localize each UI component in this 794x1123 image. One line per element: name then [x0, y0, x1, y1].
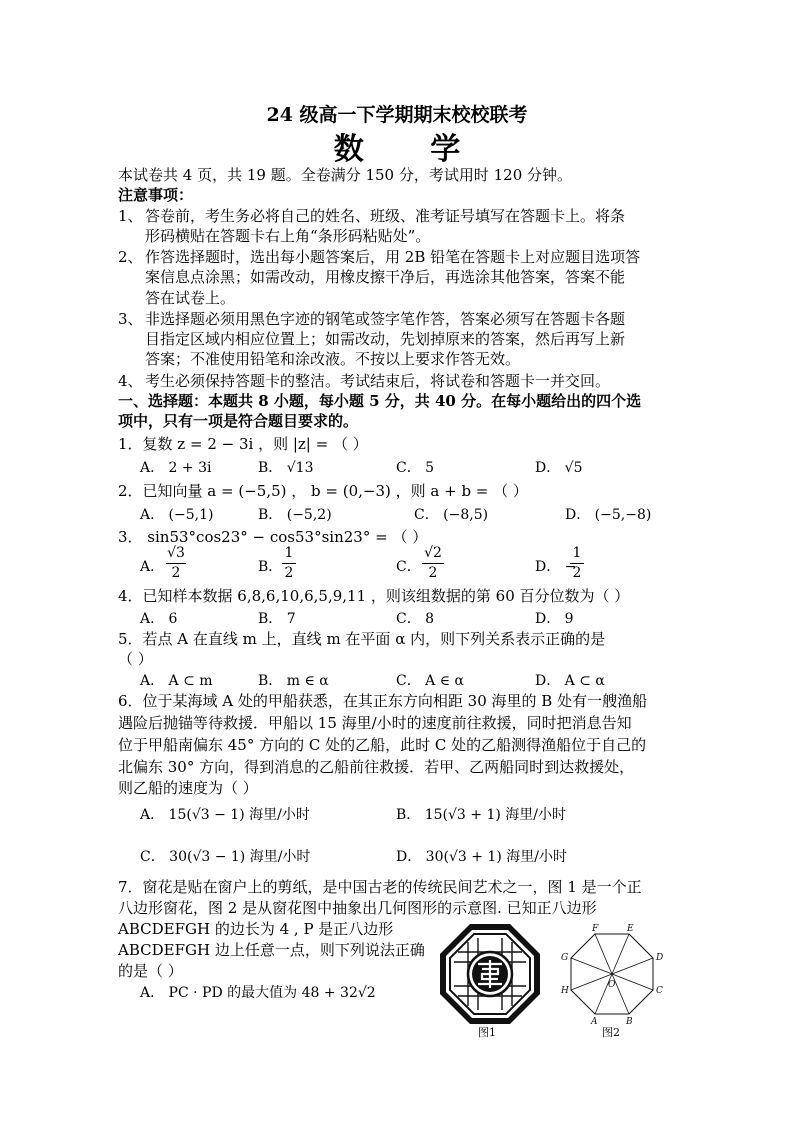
vertex-label-b: B: [626, 1017, 633, 1026]
q1-option-a: A． 2 + 3i: [140, 460, 212, 476]
octagon-diagram: [560, 922, 664, 1026]
q4-option-c: C． 8: [396, 611, 435, 627]
notice-1-line-1: 答卷前，考生务必将自己的姓名、班级、准考证号填写在答题卡上。将条: [145, 207, 626, 225]
vertex-label-g: G: [561, 953, 569, 963]
vertex-label-a: A: [591, 1017, 598, 1026]
section-1-line-1: 一、选择题：本题共 8 小题，每小题 5 分，共 40 分。在每小题给出的四个选: [118, 392, 642, 410]
q2-option-c: C． (−8,5): [414, 507, 489, 523]
q3-option-d-num: 1: [572, 545, 582, 561]
q2-option-b: B． (−5,2): [258, 507, 332, 523]
figure-2-caption: 图2: [602, 1026, 620, 1039]
q7-option-a: A． PC · PD 的最大值为 48 + 32√2: [140, 985, 376, 1001]
q6-option-c: C． 30(√3 − 1) 海里/小时: [140, 849, 311, 865]
q1-stem: 1．复数 z = 2 − 3i ，则 |z| = （ ）: [118, 435, 368, 453]
q6-option-b: B． 15(√3 + 1) 海里/小时: [396, 807, 567, 823]
q3-option-c-fraction-bar: [422, 563, 444, 564]
notice-4-num: 4、: [118, 372, 143, 390]
intro-text: 本试卷共 4 页，共 19 题。全卷满分 150 分，考试用时 120 分钟。: [118, 166, 573, 184]
figure-1-caption: 图1: [478, 1026, 496, 1039]
q6-line-5: 则乙船的速度为（ ）: [118, 779, 258, 797]
section-1-line-2: 项中，只有一项是符合题目要求的。: [118, 412, 359, 430]
q3-option-a-label: A．: [140, 559, 165, 575]
vertex-label-o: O: [608, 980, 616, 990]
q4-option-b: B． 7: [258, 611, 296, 627]
q6-line-1: 6．位于某海域 A 处的甲船获悉，在其正东方向相距 30 海里的 B 处有一艘渔船: [118, 692, 648, 710]
q3-option-b-den: 2: [284, 565, 294, 581]
notice-3-line-2: 目指定区域内相应位置上；如需改动，先划掉原来的答案，然后再写上新: [145, 330, 626, 348]
q7-line-3: ABCDEFGH 的边长为 4 , P 是正八边形: [118, 920, 394, 938]
q3-option-d-fraction-bar: [570, 563, 584, 564]
q3-option-c-label: C．: [396, 559, 421, 575]
notice-4-line-1: 考生必须保持答题卡的整洁。考试结束后，将试卷和答题卡一并交回。: [145, 372, 611, 390]
q5-option-a: A． A ⊂ m: [140, 673, 213, 689]
q4-option-a: A． 6: [140, 611, 178, 627]
q3-option-d-den: 2: [572, 565, 582, 581]
q7-line-5: 的是（ ）: [118, 962, 183, 980]
q3-option-b-num: 1: [284, 545, 294, 561]
q2-option-d: D． (−5,−8): [565, 507, 652, 523]
notice-2-line-1: 作答选择题时，选出每小题答案后，用 2B 铅笔在答题卡上对应题目选项答: [145, 248, 641, 266]
q1-option-d: D． √5: [535, 460, 583, 476]
notice-1-line-2: 形码横贴在答题卡右上角“条形码粘贴处”。: [145, 227, 431, 245]
notice-3-num: 3、: [118, 310, 143, 328]
q3-option-a-den: 2: [171, 565, 181, 581]
q2-stem: 2．已知向量 a = (−5,5) ， b = (0,−3) ，则 a + b = （ ）: [118, 482, 528, 500]
q6-line-2: 遇险后抛锚等待救援．甲船以 15 海里/小时的速度前往救援，同时把消息告知: [118, 714, 632, 732]
vertex-label-h: H: [561, 986, 569, 996]
q5-option-d: D． A ⊂ α: [535, 673, 605, 689]
vertex-label-e: E: [627, 924, 634, 934]
q5-option-b: B． m ∈ α: [258, 673, 329, 689]
q3-option-c-den: 2: [428, 565, 438, 581]
q7-line-2: 八边形窗花，图 2 是从窗花图中抽象出几何图形的示意图. 已知正八边形: [118, 899, 597, 917]
notice-2-num: 2、: [118, 248, 143, 266]
vertex-label-c: C: [656, 986, 663, 996]
q6-option-a: A． 15(√3 − 1) 海里/小时: [140, 807, 310, 823]
vertex-label-f: F: [592, 924, 599, 934]
exam-title: 24 级高一下学期期末校校联考: [266, 104, 528, 126]
q7-line-4: ABCDEFGH 边上任意一点，则下列说法正确: [118, 941, 425, 959]
q2-option-a: A． (−5,1): [140, 507, 214, 523]
vertex-label-d: D: [656, 953, 664, 963]
q3-option-d-label: D． −: [535, 559, 577, 575]
notice-heading: 注意事项：: [118, 186, 194, 204]
notice-1-num: 1、: [118, 207, 143, 225]
q1-option-c: C． 5: [396, 460, 435, 476]
q1-option-b: B． √13: [258, 460, 314, 476]
q6-line-4: 北偏东 30° 方向，得到消息的乙船前往救援．若甲、乙两船同时到达救援处，: [118, 758, 635, 776]
q4-stem: 4．已知样本数据 6,8,6,10,6,5,9,11 ，则该组数据的第 60 百分位数为（ ）: [118, 587, 630, 605]
q5-paren: （ ）: [118, 650, 153, 668]
subject-title: 数 学: [333, 132, 489, 167]
notice-3-line-3: 答案；不准使用铅笔和涂改液。不按以上要求作答无效。: [145, 350, 521, 368]
q3-option-c-num: √2: [424, 545, 442, 561]
q6-option-d: D． 30(√3 + 1) 海里/小时: [396, 849, 567, 865]
q5-option-c: C． A ∈ α: [396, 673, 464, 689]
q3-option-a-fraction-bar: [166, 563, 186, 564]
window-flower-figure: [438, 922, 542, 1026]
q6-line-3: 位于甲船南偏东 45° 方向的 C 处的乙船，此时 C 处的乙船测得渔船位于自己的: [118, 736, 647, 754]
q3-option-b-label: B．: [258, 559, 283, 575]
notice-2-line-2: 案信息点涂黑；如需改动，用橡皮擦干净后，再选涂其他答案，答案不能: [145, 268, 626, 286]
q7-line-1: 7．窗花是贴在窗户上的剪纸，是中国古老的传统民间艺术之一，图 1 是一个正: [118, 878, 642, 896]
notice-3-line-1: 非选择题必须用黑色字迹的钢笔或签字笔作答，答案必须写在答题卡各题: [145, 310, 626, 328]
q5-stem: 5．若点 A 在直线 m 上，直线 m 在平面 α 内，则下列关系表示正确的是: [118, 630, 606, 648]
q3-option-b-fraction-bar: [282, 563, 296, 564]
q3-option-a-num: √3: [167, 545, 185, 561]
q3-stem: 3． sin53°cos23° − cos53°sin23° = （ ）: [118, 528, 428, 546]
q4-option-d: D． 9: [535, 611, 574, 627]
notice-2-line-3: 答在试卷上。: [145, 289, 236, 307]
